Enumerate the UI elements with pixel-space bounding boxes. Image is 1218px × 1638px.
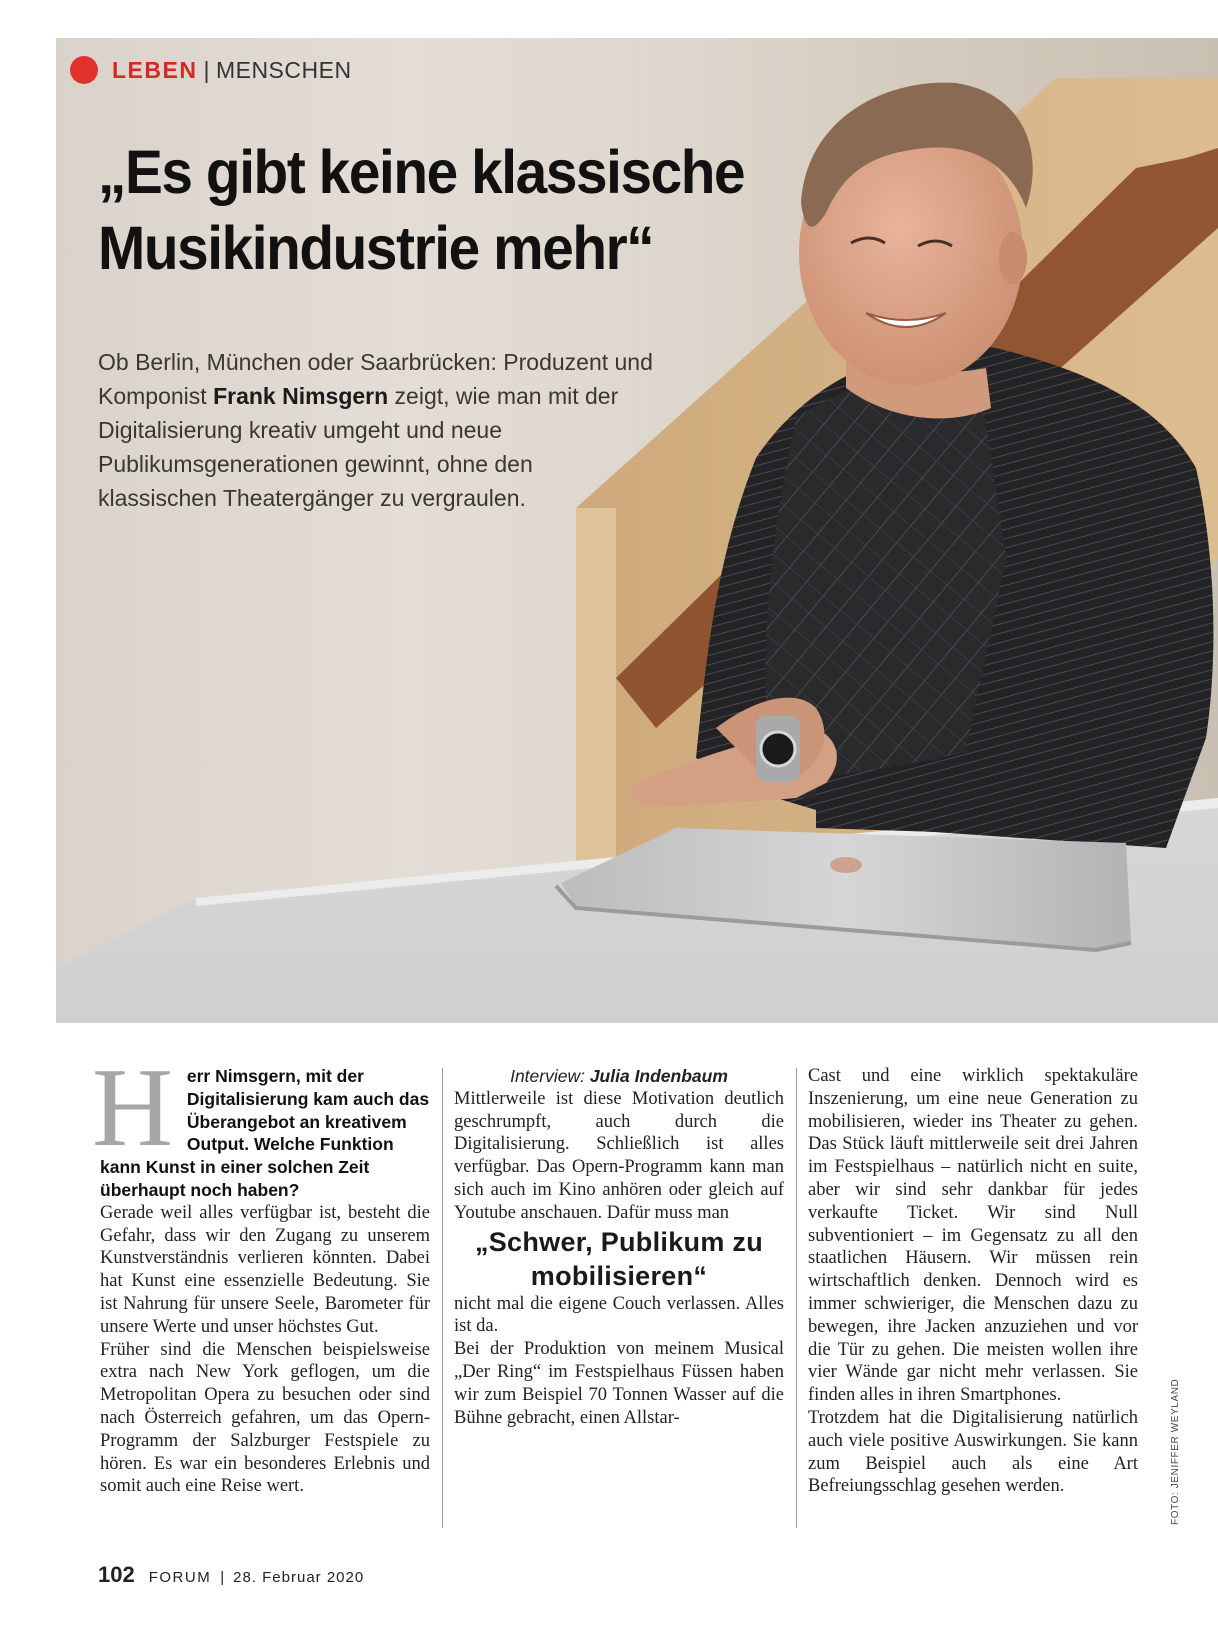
section-separator: | bbox=[203, 56, 210, 83]
answer-paragraph: Gerade weil alles verfügbar ist, besteht die Gefahr, dass wir den Zugang zu unserem Kunstverständnis verlieren könnten. Dabei hat Kunst eine essenzielle Bedeutung. Sie ist Nahrung für unsere Seele, Barometer für unsere Werte und unser höchstes Gut. bbox=[100, 1202, 430, 1337]
page-footer bbox=[98, 1562, 364, 1588]
section-main: LEBEN bbox=[112, 56, 198, 83]
answer-paragraph: Früher sind die Menschen beispielsweise extra nach New York geflogen, um die Metropolitan Opera zu besuchen oder sind nach Österreich gefahren, um das Opern-Programm der Salzburger Festspiele zu hören. Es war ein besonderes Erlebnis und somit auch eine Reise wert. bbox=[100, 1339, 430, 1497]
pull-quote: „Schwer, Publikum zu mobilisieren“ bbox=[474, 1226, 764, 1291]
answer-paragraph: Mittlerweile ist diese Motivation deutlich geschrumpft, auch durch die Digitalisierung. Schließlich ist alles verfügbar. Das Opern-Programm kann man sich auch im Kino anhören oder gleich auf Youtube anschauen. Dafür muss man bbox=[454, 1088, 784, 1223]
lede-text-after: zeigt, wie man mit der Digitalisierung kreativ umgeht und neue Publikumsgenerationen gewinnt, ohne den klassischen Theatergänger zu vergraulen. bbox=[98, 383, 619, 511]
answer-paragraph: Cast und eine wirklich spektakuläre Inszenierung, um eine neue Generation zu mobilisieren, wieder ins Theater zu gehen. Das Stück läuft mittlerweile seit drei Jahren im Festspielhaus – natürlich nicht en suite, aber wir sind sehr dankbar für jedes verkaufte Ticket. Wir sind Null subventioniert – im Gegensatz zu all den staatlichen Häusern. Wir müssen rein wirtschaftlich denken. Dennoch wird es immer schwieriger, die Menschen dazu zu bewegen, ihre Jacken anzuziehen und vor die Tür zu gehen. Die meisten wollen ihre vier Wände gar nicht mehr verlassen. Sie finden alles in ihren Smartphones. bbox=[808, 1066, 1138, 1406]
photo-credit: FOTO: JENIFFER WEYLAND bbox=[1170, 1378, 1181, 1525]
article-column-2 bbox=[454, 1065, 784, 1429]
headline: „Es gibt keine klassische Musikindustrie mehr“ bbox=[98, 138, 745, 282]
answer-paragraph: nicht mal die eigene Couch verlassen. Alles ist da. bbox=[454, 1293, 784, 1337]
article-column-3 bbox=[808, 1065, 1138, 1498]
column-rule bbox=[796, 1068, 797, 1528]
drop-cap: H bbox=[92, 1046, 173, 1170]
article-column-1 bbox=[92, 1046, 430, 1498]
magazine-name: FORUM bbox=[148, 1569, 212, 1586]
issue-date: 28. Februar 2020 bbox=[233, 1569, 365, 1586]
page-number: 102 bbox=[98, 1562, 135, 1587]
lede-name: Frank Nimsgern bbox=[213, 383, 389, 409]
hero-photo bbox=[56, 38, 1218, 1023]
section-dot-icon bbox=[70, 56, 98, 84]
lede bbox=[98, 345, 658, 515]
byline-prefix: Interview: bbox=[510, 1066, 590, 1086]
interview-question: err Nimsgern, mit der Digitalisierung kam auch das Überangebot an kreativem Output. Welche Funktion kann Kunst in einer solchen Zeit überhaupt noch haben? bbox=[100, 1066, 430, 1200]
byline bbox=[454, 1065, 784, 1088]
answer-paragraph: Bei der Produktion von meinem Musical „Der Ring“ im Festspielhaus Füssen haben wir zum Beispiel 70 Tonnen Wasser auf die Bühne gebracht, einen Allstar- bbox=[454, 1339, 784, 1428]
section-label bbox=[70, 56, 352, 84]
column-rule bbox=[442, 1068, 443, 1528]
byline-author: Julia Indenbaum bbox=[589, 1066, 728, 1086]
footer-separator: | bbox=[220, 1569, 225, 1586]
lede-text-before: Ob Berlin, München oder Saarbrücken: Produzent und Komponist bbox=[98, 349, 653, 409]
answer-paragraph: Trotzdem hat die Digitalisierung natürlich auch viele positive Auswirkungen. Sie kann zum Beispiel auch als eine Art Befreiungsschlag gesehen werden. bbox=[808, 1407, 1138, 1497]
section-sub: MENSCHEN bbox=[215, 56, 352, 83]
